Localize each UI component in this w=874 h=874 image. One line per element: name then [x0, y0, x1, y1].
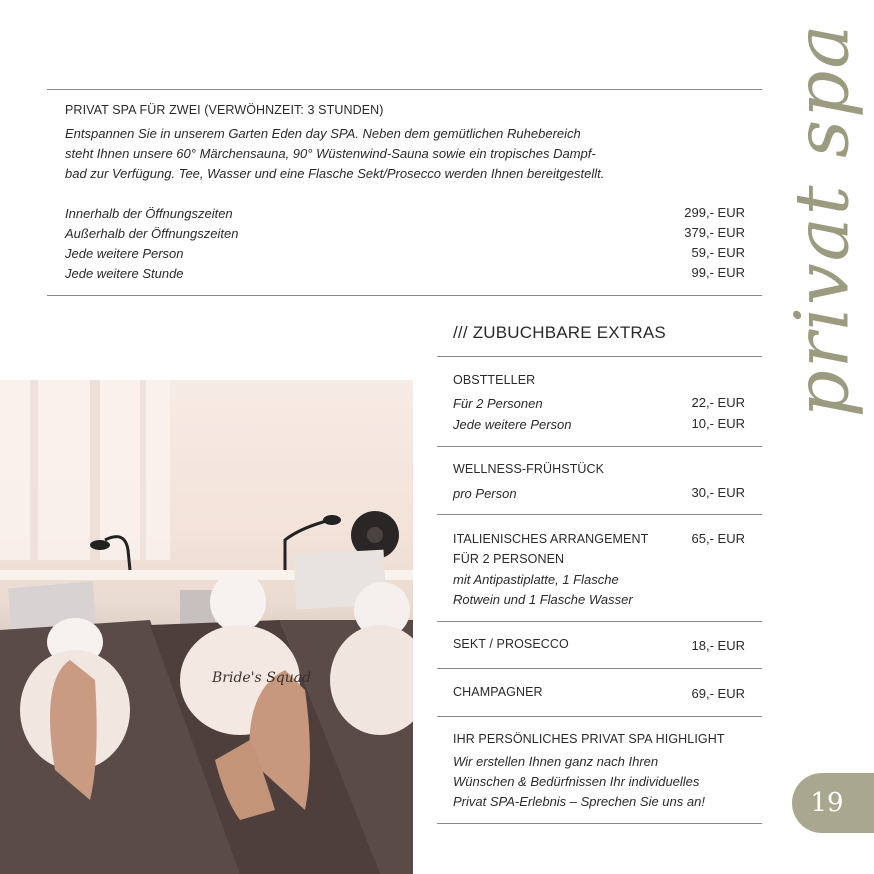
- extras-rule: [437, 446, 762, 447]
- price-value: 299,- EUR: [684, 205, 745, 220]
- extras-rule: [437, 621, 762, 622]
- extra-label: Jede weitere Person: [453, 417, 572, 432]
- price-label: Innerhalb der Öffnungszeiten: [65, 206, 233, 221]
- extra-title-highlight: IHR PERSÖNLICHES PRIVAT SPA HIGHLIGHT: [453, 732, 725, 746]
- desc-line: Wünschen & Bedürfnissen Ihr individuelles: [453, 774, 700, 789]
- extra-price: 30,- EUR: [691, 485, 745, 500]
- title-line: FÜR 2 PERSONEN: [453, 552, 565, 566]
- price-label: Jede weitere Stunde: [65, 266, 184, 281]
- extra-title-italien: [453, 529, 648, 569]
- extra-title-sekt: SEKT / PROSECCO: [453, 637, 569, 651]
- extras-rule: [437, 514, 762, 515]
- extra-title-obst: OBSTTELLER: [453, 373, 536, 387]
- desc-line: Privat SPA-Erlebnis – Sprechen Sie uns an!: [453, 794, 705, 809]
- desc-line: Wir erstellen Ihnen ganz nach Ihren: [453, 754, 659, 769]
- description-line: bad zur Verfügung. Tee, Wasser und eine Flasche Sekt/Prosecco werden Ihnen bereitgestellt.: [65, 166, 605, 181]
- brand-text: privat spa: [779, 22, 866, 418]
- extra-label: pro Person: [453, 486, 517, 501]
- extra-desc: [453, 752, 705, 812]
- price-value: 59,- EUR: [691, 245, 745, 260]
- extra-title-champagner: CHAMPAGNER: [453, 685, 543, 699]
- spa-photo: [0, 380, 413, 874]
- description-line: steht Ihnen unsere 60° Märchensauna, 90° Wüstenwind-Sauna sowie ein tropisches Dampf-: [65, 146, 596, 161]
- spa-photo-illustration: [0, 380, 413, 874]
- section-rule: [47, 295, 762, 296]
- extras-rule: [437, 716, 762, 717]
- extra-price: 69,- EUR: [691, 686, 745, 701]
- extras-rule: [437, 823, 762, 824]
- price-label: Außerhalb der Öffnungszeiten: [65, 226, 239, 241]
- desc-line: mit Antipastiplatte, 1 Flasche: [453, 572, 619, 587]
- brand-vertical-text: [775, 22, 870, 418]
- price-value: 379,- EUR: [684, 225, 745, 240]
- title-line: ITALIENISCHES ARRANGEMENT: [453, 532, 649, 546]
- page-number: 19: [810, 788, 844, 818]
- price-value: 99,- EUR: [691, 265, 745, 280]
- extras-rule: [437, 668, 762, 669]
- section-title: PRIVAT SPA FÜR ZWEI (VERWÖHNZEIT: 3 STUNDEN): [65, 103, 384, 117]
- desc-line: Rotwein und 1 Flasche Wasser: [453, 592, 633, 607]
- extra-price: 10,- EUR: [691, 416, 745, 431]
- top-rule: [47, 89, 762, 90]
- extras-rule: [437, 356, 762, 357]
- extra-price: 18,- EUR: [691, 638, 745, 653]
- extras-heading: /// ZUBUCHBARE EXTRAS: [453, 323, 666, 342]
- section-description: [65, 124, 685, 184]
- extra-label: Für 2 Personen: [453, 396, 543, 411]
- extra-desc: [453, 570, 633, 610]
- page-number-tab: [792, 773, 874, 833]
- shirt-text: Bride's Squad: [212, 670, 312, 686]
- price-label: Jede weitere Person: [65, 246, 184, 261]
- extra-price: 65,- EUR: [691, 531, 745, 546]
- extra-price: 22,- EUR: [691, 395, 745, 410]
- extra-title-fruehstueck: WELLNESS-FRÜHSTÜCK: [453, 462, 605, 476]
- description-line: Entspannen Sie in unserem Garten Eden day SPA. Neben dem gemütlichen Ruhebereich: [65, 126, 581, 141]
